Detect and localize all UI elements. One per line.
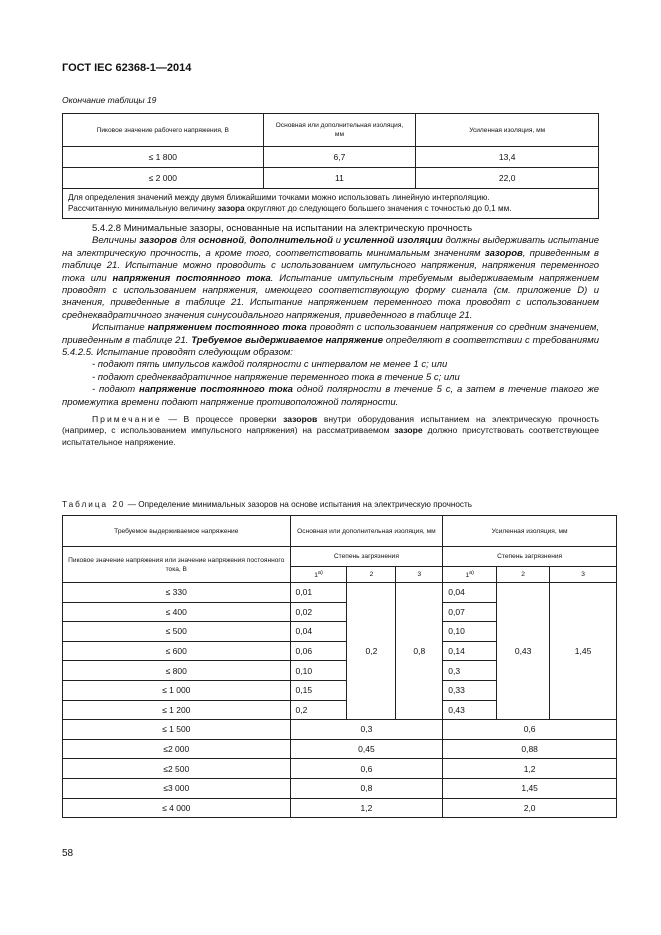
cell-basic-deg1: 0,06 [290, 641, 347, 661]
cell-reinforced: 22,0 [416, 168, 599, 189]
cell-basic-merged: 0,8 [290, 778, 443, 798]
cell-basic-deg1: 0,01 [290, 583, 347, 603]
table-20 [62, 515, 617, 818]
list-item: - подают среднеквадратичное напряжение переменного тока в течение 5 с; или [92, 371, 460, 383]
cell-basic: 11 [263, 168, 416, 189]
paragraph-1: Величины зазоров для основной, дополнительной и усиленной изоляции должны выдерживать испытание на электрическую прочность, а кроме того, соответствовать минимальным значениям зазоров, приведенным в таблице 21. Испытание можно проводить с использованием импульсного напряжения, напряжения переменного тока или напряжения постоянного тока. Испытание импульсным требуемым выдерживаемым напряжением проводят с использованием напряжения, имеющего соответствующую форму сигнала (см. приложение D) и значения, приведенные в таблице 21. Испытание напряжением переменного тока проводят с использованием среднеквадратичного значения синусоидального напряжения, приведенного в таблице 21. [62, 235, 600, 321]
paragraph-2: Испытание напряжением постоянного тока проводят с использованием напряжения со средним значением, приведенным в таблице 21. Требуемое выдерживаемое напряжение определяют в соответствии с требованиями 5.4.2.5. Испытание проводят следующим образом: [62, 322, 600, 359]
header-degree-3: 3 [550, 567, 617, 583]
cell-reinforced-merged: 2,0 [443, 798, 617, 818]
list-item: - подают пять импульсов каждой полярности с интервалом не менее 1 с; или [92, 359, 448, 371]
note-bold-term: зазора [217, 203, 245, 213]
cell-basic-deg1: 0,2 [290, 700, 347, 720]
header-reinforced-insulation: Усиленная изоляция, мм [416, 114, 599, 147]
table-20-caption: Таблица 20 — Определение минимальных зазоров на основе испытания на электрическую прочность [62, 500, 473, 509]
cell-basic-merged: 0,45 [290, 739, 443, 759]
cell-voltage: ≤ 4 000 [63, 798, 291, 818]
cell-reinforced-merged: 0,88 [443, 739, 617, 759]
cell-voltage: ≤ 330 [63, 583, 291, 603]
section-heading: 5.4.2.8 Минимальные зазоры, основанные на испытании на электрическую прочность [92, 223, 473, 234]
cell-reinforced-deg1: 0,10 [443, 622, 497, 642]
table-row [63, 798, 617, 818]
table-row [63, 583, 617, 603]
cell-reinforced-deg1: 0,3 [443, 661, 497, 681]
note-paragraph: Примечание — В процессе проверки зазоров внутри оборудования испытанием на электрическую прочность (например, с использованием импульсного напряжения) на рассматриваемом зазоре должно присутствовать соответствующее испытательное напряжение. [62, 414, 600, 447]
cell-reinforced-deg3-merged: 1,45 [550, 583, 617, 720]
note-text: Рассчитанную минимальную величину [68, 203, 218, 213]
cell-voltage: ≤ 1 500 [63, 720, 291, 740]
cell-voltage: ≤ 1 800 [63, 147, 264, 168]
header-basic-insulation: Основная или дополнительная изоляция, мм [263, 114, 416, 147]
table-row [63, 720, 617, 740]
cell-reinforced-merged: 1,45 [443, 778, 617, 798]
cell-basic: 6,7 [263, 147, 416, 168]
document-code: ГОСТ IEC 62368-1—2014 [62, 62, 192, 74]
cell-basic-deg1: 0,15 [290, 680, 347, 700]
header-degree-2: 2 [347, 567, 396, 583]
note-text: округляют до следующего большего значения с точностью до 0,1 мм. [244, 203, 512, 213]
cell-voltage: ≤ 400 [63, 602, 291, 622]
header-pollution-degree: Степень загрязнения [443, 547, 617, 567]
cell-reinforced-merged: 1,2 [443, 759, 617, 779]
cell-reinforced-merged: 0,6 [443, 720, 617, 740]
cell-reinforced-deg1: 0,04 [443, 583, 497, 603]
header-required-voltage: Требуемое выдерживаемое напряжение [63, 516, 291, 547]
list-item: - подают напряжение постоянного тока одной полярности в течение 5 с, а затем в течение такого же промежутка времени подают напряжение противоположной полярности. [62, 384, 600, 408]
cell-basic-merged: 0,6 [290, 759, 443, 779]
table-row [63, 739, 617, 759]
table-row [63, 759, 617, 779]
header-basic-insulation: Основная или дополнительная изоляция, мм [290, 516, 443, 547]
table-row [63, 168, 599, 189]
cell-voltage: ≤ 1 200 [63, 700, 291, 720]
cell-reinforced: 13,4 [416, 147, 599, 168]
cell-voltage: ≤ 800 [63, 661, 291, 681]
cell-basic-deg3-merged: 0,8 [396, 583, 443, 720]
table-row [63, 778, 617, 798]
header-degree-3: 3 [396, 567, 443, 583]
cell-reinforced-deg1: 0,14 [443, 641, 497, 661]
table-19-caption: Окончание таблицы 19 [62, 95, 157, 105]
cell-voltage: ≤ 600 [63, 641, 291, 661]
header-degree-2: 2 [497, 567, 550, 583]
cell-voltage: ≤ 2 000 [63, 168, 264, 189]
cell-basic-deg1: 0,10 [290, 661, 347, 681]
header-peak-voltage: Пиковое значение напряжения или значение напряжения постоянного тока, В [63, 547, 291, 583]
cell-basic-merged: 0,3 [290, 720, 443, 740]
table-19-note [63, 189, 599, 219]
cell-reinforced-deg1: 0,33 [443, 680, 497, 700]
cell-voltage: ≤ 1 000 [63, 680, 291, 700]
header-degree-1: $1^{а)}$ [443, 567, 497, 583]
note-line: Для определения значений между двумя ближайшими точками можно использовать линейную интерполяцию. [68, 193, 490, 202]
cell-voltage: ≤2 500 [63, 759, 291, 779]
table-19 [62, 113, 599, 219]
header-degree-1: $1^{а)}$ [290, 567, 347, 583]
header-pollution-degree: Степень загрязнения [290, 547, 443, 567]
cell-voltage: ≤3 000 [63, 778, 291, 798]
page-number: 58 [62, 848, 74, 859]
cell-basic-deg2-merged: 0,2 [347, 583, 396, 720]
header-peak-voltage: Пиковое значение рабочего напряжения, В [63, 114, 264, 147]
cell-basic-deg1: 0,02 [290, 602, 347, 622]
cell-basic-deg1: 0,04 [290, 622, 347, 642]
cell-reinforced-deg1: 0,43 [443, 700, 497, 720]
table-row [63, 147, 599, 168]
cell-voltage: ≤ 500 [63, 622, 291, 642]
cell-reinforced-deg2-merged: 0,43 [497, 583, 550, 720]
header-reinforced-insulation: Усиленная изоляция, мм [443, 516, 617, 547]
cell-basic-merged: 1,2 [290, 798, 443, 818]
cell-reinforced-deg1: 0,07 [443, 602, 497, 622]
section-body [62, 223, 599, 448]
cell-voltage: ≤2 000 [63, 739, 291, 759]
